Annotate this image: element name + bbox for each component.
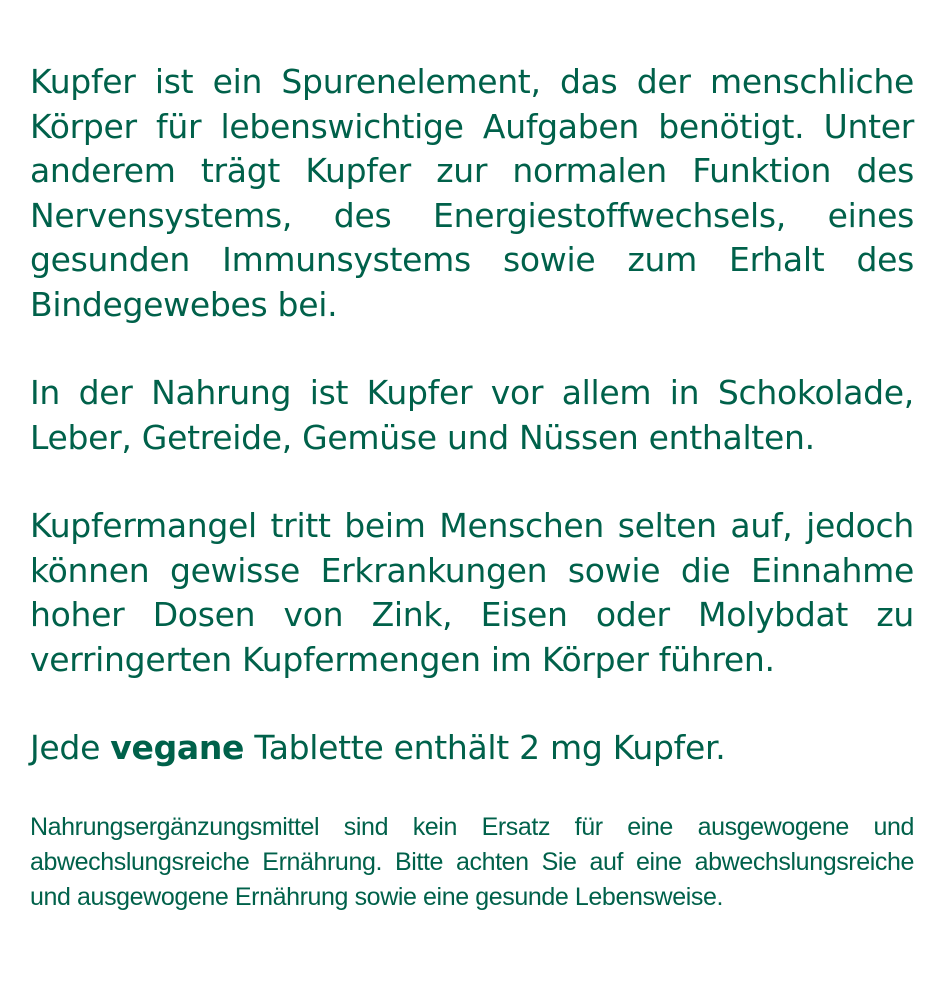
dose-statement: [30, 726, 914, 770]
paragraph-spacer: [30, 770, 914, 810]
paragraph-spacer: [30, 460, 914, 504]
paragraph-spacer: [30, 327, 914, 371]
product-info-text: [30, 60, 914, 915]
dose-prefix: Jede: [30, 728, 111, 767]
nutrition-paragraph: In der Nahrung ist Kupfer vor allem in Schokolade, Leber, Getreide, Gemüse und Nüssen enthalten.: [30, 373, 914, 457]
dose-emphasis: vegane: [110, 728, 245, 767]
intro-paragraph: Kupfer ist ein Spurenelement, das der menschliche Körper für lebenswichtige Aufgaben benötigt. Unter anderem trägt Kupfer zur normalen Funktion des Nervensystems, des Energiestoffwechsels, eines gesunden Immunsystems sowie zum Erhalt des Bindegewebes bei.: [30, 62, 914, 324]
disclaimer-paragraph: Nahrungsergänzungsmittel sind kein Ersatz für eine ausgewogene und abwechslungsreiche Ernährung. Bitte achten Sie auf eine abwechslungsreiche und ausgewogene Ernährung sowie eine gesunde Lebensweise.: [30, 813, 914, 911]
paragraph-spacer: [30, 682, 914, 726]
dose-suffix: Tablette enthält 2 mg Kupfer.: [244, 728, 726, 767]
deficiency-paragraph: Kupfermangel tritt beim Menschen selten auf, jedoch können gewisse Erkrankungen sowie die Einnahme hoher Dosen von Zink, Eisen oder Molybdat zu verringerten Kupfermengen im Körper führen.: [30, 506, 914, 679]
